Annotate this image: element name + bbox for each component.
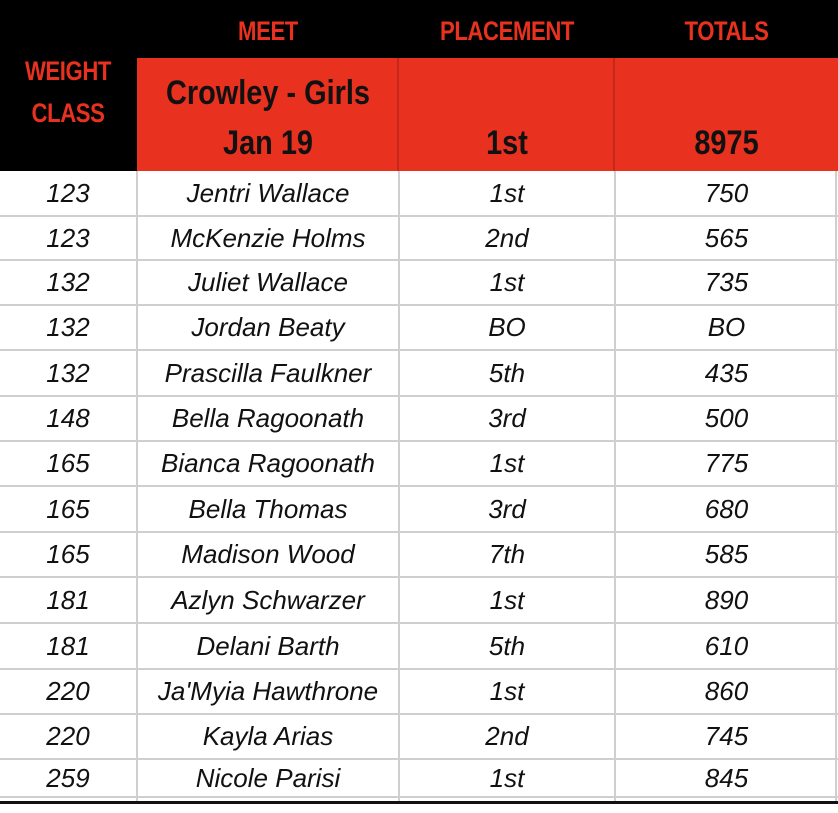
weight-cell: 132 [46,312,90,342]
total-cell: 435 [704,357,749,388]
placement-cell: BO [488,312,526,342]
table-row [0,624,838,670]
weight-cell: 132 [46,267,90,297]
table-row [0,533,838,578]
total-cell: 565 [704,222,749,253]
table-row [0,397,838,442]
placement-cell: 3rd [488,493,526,524]
weight-cell: 220 [46,721,90,751]
weight-cell: 181 [46,630,90,661]
weight-cell: 123 [46,222,90,253]
total-cell: 745 [704,721,749,751]
table-row [0,261,838,306]
table-row [0,351,838,397]
weight-cell: 123 [46,177,90,208]
total-cell: 860 [704,676,749,706]
weight-cell: 181 [46,584,90,615]
weight-class-header-line2: CLASS [31,98,105,128]
lifter-name-cell: Delani Barth [196,630,340,661]
table-row [0,715,838,760]
placement-cell: 2nd [485,222,529,253]
lifter-name-cell: Bella Ragoonath [171,403,365,433]
total-cell: 680 [704,493,749,524]
column-divider [136,171,138,801]
weight-class-header [12,50,124,134]
lifter-name-cell: Juliet Wallace [188,267,348,297]
total-cell: 775 [704,448,749,478]
weight-class-header-line1: WEIGHT [24,56,112,86]
lifter-name-cell: Kayla Arias [202,721,334,751]
lifter-name-cell: Bella Thomas [188,493,348,524]
weight-cell: 165 [46,493,90,524]
placement-cell: 5th [488,357,526,388]
placement-cell: 5th [488,630,526,661]
table-row [0,578,838,624]
table-row [0,306,838,351]
total-cell: 585 [704,539,749,569]
totals-header: TOTALS [684,16,769,46]
placement-cell: 2nd [485,721,529,751]
placement-cell: 1st [489,676,525,706]
placement-cell: 1st [489,267,525,297]
summary-placement: 1st [486,124,528,162]
weight-cell: 165 [46,539,90,569]
lifter-name-cell: Bianca Ragoonath [161,448,375,478]
table-row [0,670,838,715]
lifter-name-cell: Jentri Wallace [186,177,350,208]
weight-cell: 132 [46,357,90,388]
summary-band [137,58,838,171]
column-divider [398,171,400,801]
lifter-name-cell: Jordan Beaty [191,312,345,342]
lifter-name-cell: Azlyn Schwarzer [171,584,365,615]
weight-cell: 220 [46,676,90,706]
lifter-name-cell: Ja'Myia Hawthrone [157,676,379,706]
table-row [0,760,838,798]
table-row [0,217,838,261]
total-cell: 610 [704,630,749,661]
total-cell: 845 [704,762,749,793]
table-row [0,442,838,487]
lifter-name-cell: Nicole Parisi [195,762,341,793]
lifter-name-cell: Prascilla Faulkner [164,357,372,388]
placement-cell: 1st [489,448,525,478]
lifter-name-cell: Madison Wood [181,539,355,569]
placement-cell: 1st [489,584,525,615]
total-cell: BO [707,312,746,342]
table-row [0,171,838,217]
lifter-name-cell: McKenzie Holms [170,222,366,253]
table-row [0,487,838,533]
summary-total: 8975 [694,124,759,162]
total-cell: 750 [704,177,749,208]
meet-header: MEET [238,16,298,46]
total-cell: 735 [704,267,749,297]
summary-meet-name: Crowley - Girls [166,74,370,112]
table-bottom-rule [0,801,838,804]
total-cell: 500 [704,403,749,433]
weight-cell: 148 [46,403,90,433]
placement-header: PLACEMENT [439,16,575,46]
placement-cell: 1st [489,762,525,793]
placement-cell: 7th [488,539,526,569]
weight-cell: 165 [46,448,90,478]
total-cell: 890 [704,584,749,615]
weight-cell: 259 [46,762,90,793]
placement-cell: 1st [489,177,525,208]
column-divider [614,171,616,801]
summary-meet-date: Jan 19 [223,124,313,162]
placement-cell: 3rd [488,403,526,433]
column-divider [835,171,837,801]
